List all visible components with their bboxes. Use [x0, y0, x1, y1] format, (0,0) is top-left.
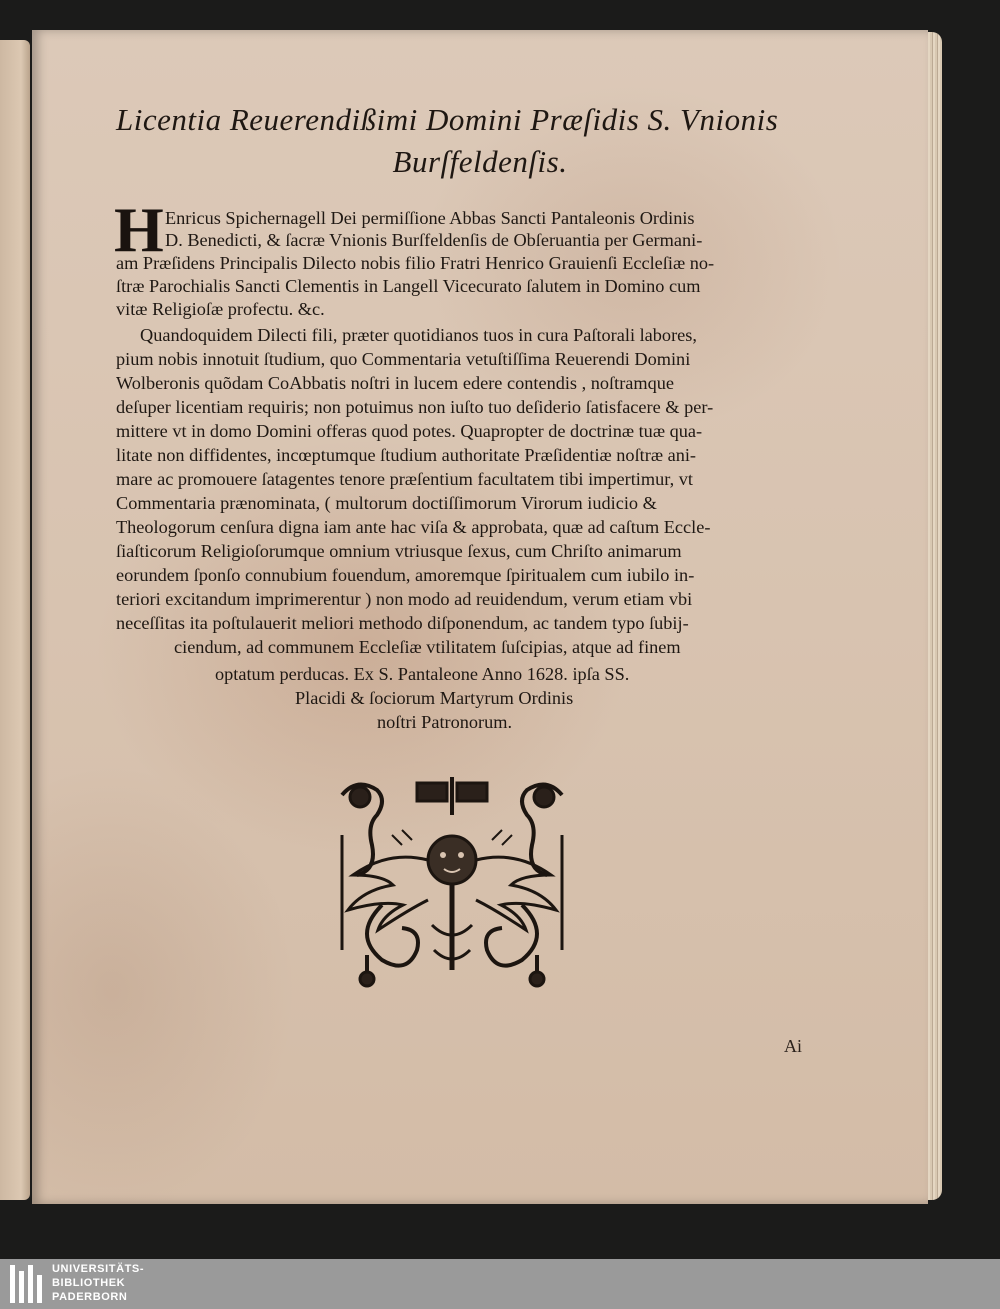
woodcut-ornament-icon [322, 775, 582, 990]
body-line: Wolberonis quõdam CoAbbatis noſtri in lucem edere contendis , noſtramque [116, 373, 675, 393]
body-line: vitæ Religioſæ profectu. &c. [116, 299, 325, 319]
drop-cap: H [114, 194, 164, 265]
body-line: noſtri Patronorum. [377, 712, 513, 732]
body-line: litate non diffidentes, incœptumque ſtudium authoritate Præſidentiæ noſtræ ani- [116, 445, 697, 465]
body-line: eorundem ſponſo connubium fouendum, amoremque ſpiritualem cum iubilo in- [116, 565, 695, 585]
library-logo-icon [8, 1263, 46, 1305]
body-line: ciendum, ad communem Eccleſiæ vtilitatem ſuſcipias, atque ad finem [174, 637, 681, 657]
heading-line-1: Licentia Reuerendißimi Domini Præſidis S. Vnionis [116, 102, 779, 137]
body-line: teriori excitandum imprimerentur ) non modo ad reuidendum, verum etiam vbi [116, 589, 693, 609]
library-name-line: UNIVERSITÄTS- [52, 1263, 145, 1275]
book-page [32, 30, 928, 1204]
signature-mark: Ai [784, 1036, 802, 1056]
body-line: mittere vt in domo Domini offeras quod potes. Quapropter de doctrinæ tuæ qua- [116, 421, 703, 441]
footer-bar [0, 1259, 1000, 1309]
body-line: mare ac promouere ſatagentes tenore præſentium facultatem tibi impertimur, vt [116, 469, 693, 489]
body-line: Placidi & ſociorum Martyrum Ordinis [295, 688, 574, 708]
body-line: D. Benedicti, & ſacræ Vnionis Burſfeldenſis de Obſeruantia per Germani- [165, 230, 703, 250]
body-line: neceſſitas ita poſtulauerit meliori methodo diſponendum, ac tandem typo ſubij- [116, 613, 689, 633]
body-line: pium nobis innotuit ſtudium, quo Commentaria vetuſtiſſima Reuerendi Domini [116, 349, 691, 369]
left-page-edge [0, 40, 30, 1200]
body-line: am Præſidens Principalis Dilecto nobis filio Fratri Henrico Grauienſi Eccleſiæ no- [116, 253, 715, 273]
body-line: ſiaſticorum Religioſorumque omnium vtriusque ſexus, cum Chriſto animarum [116, 541, 682, 561]
body-line: optatum perducas. Ex S. Pantaleone Anno 1628. ipſa SS. [215, 664, 630, 684]
body-line: Commentaria prænominata, ( multorum doctiſſimorum Virorum iudicio & [116, 493, 657, 513]
body-line: Theologorum cenſura digna iam ante hac viſa & approbata, quæ ad caſtum Eccle- [116, 517, 711, 537]
library-name-line: PADERBORN [52, 1291, 128, 1303]
library-name-line: BIBLIOTHEK [52, 1277, 126, 1289]
body-line: deſuper licentiam requiris; non potuimus non iuſto tuo deſiderio ſatisfacere & per- [116, 397, 714, 417]
body-line: Enricus Spichernagell Dei permiſſione Abbas Sancti Pantaleonis Ordinis [165, 208, 695, 228]
body-line: Quandoquidem Dilecti fili, præter quotidianos tuos in cura Paſtorali labores, [140, 325, 697, 345]
heading-line-2: Burſfeldenſis. [392, 144, 568, 179]
body-line: ſtræ Parochialis Sancti Clementis in Langell Vicecurato ſalutem in Domino cum [116, 276, 701, 296]
